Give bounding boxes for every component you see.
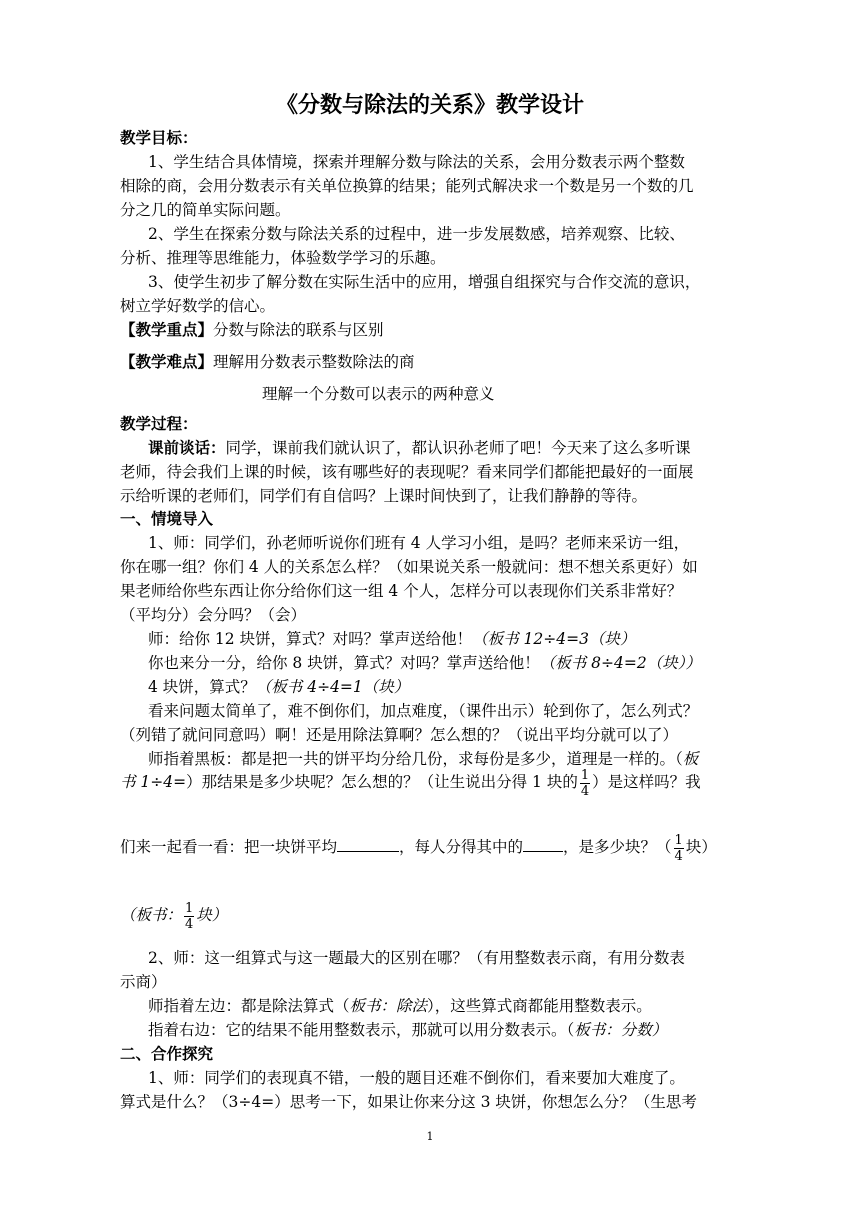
s2-line-c-tail: ），这些算式商都能用整数表示。 [427,997,652,1015]
goal-1-line-1: 1、学生结合具体情境，探索并理解分数与除法的关系，会用分数表示两个整数 [148,153,685,171]
s1-line-m [120,893,760,937]
goal-1-line-2: 相除的商，会用分数表示有关单位换算的结果；能列式解决求一个数是另一个数的几 [120,177,694,195]
board-note-frac-unit: 块） [196,906,228,924]
goal-3-line-2: 树立学好数学的信心。 [120,297,276,315]
difficult-point-label: 【教学难点】 [120,353,214,371]
s1-line-j-text: 师指着黑板：都是把一共的饼平均分给几份，求每份是多少，道理是一样的。（ [148,750,683,768]
s1-line-k-tail: ）是这样吗？我 [592,773,701,791]
s1-line-k [120,760,760,804]
goals-heading: 教学目标： [120,129,198,147]
goal-2-line-2: 分析、推理等思维能力，体验数学学习的乐趣。 [120,249,446,267]
board-note-12: （板书 12÷4=3（块） [472,630,636,648]
s1-line-f-text: 你也来分一分，给你 8 块饼，算式？对吗？掌声送给他！ [148,654,540,672]
pre-talk-label: 课前谈话： [148,439,226,457]
difficult-point [120,350,760,374]
page-number: 1 [426,1130,434,1143]
s1-line-f [148,651,760,675]
blank-1 [337,837,399,852]
fraction-one-quarter-2: $\frac{1}{4}$ [674,832,683,864]
s3-line-b: 算式是什么？（3÷4=）思考一下，如果让你来分这 3 块饼，你想怎么分？（生思考 [120,1093,697,1111]
key-point-text: 分数与除法的联系与区别 [213,321,384,339]
s2-line-b: 示商） [120,973,167,991]
s1-line-e-text: 师：给你 12 块饼，算式？对吗？掌声送给他！ [148,630,473,648]
pre-talk-line-1 [148,436,760,460]
fraction-one-quarter-3: $\frac{1}{4}$ [185,900,194,932]
board-note-frac: （板书： [120,906,183,924]
s2-line-d-text: 指着右边：它的结果不能用整数表示，那就可以用分数表示。（ [148,1021,575,1039]
s1-line-e [148,627,760,651]
s1-line-l-text-4: 块） [685,838,717,856]
s1-line-l-text: 们来一起看一看：把一块饼平均 [120,838,338,856]
blank-2 [523,837,563,852]
board-note-start: 板 [682,750,699,768]
s2-line-d [148,1018,760,1042]
board-note-fraction: 板书：分数） [574,1021,668,1039]
s1-line-d: （平均分）会分吗？（会） [120,606,307,624]
section-2-heading: 二、合作探究 [120,1045,214,1063]
board-note-1div4: 书 1÷4= [120,773,187,791]
pre-talk-text: 同学，课前我们就认识了，都认识孙老师了吧！今天来了这么多听课 [225,439,691,457]
s1-line-l-text-3: ，是多少块？（ [563,838,672,856]
s2-line-a: 2、师：这一组算式与这一题最大的区别在哪？（有用整数表示商，有用分数表 [148,949,685,967]
s2-line-c-text: 师指着左边：都是除法算式（ [148,997,350,1015]
pre-talk-line-2: 老师，待会我们上课的时候，该有哪些好的表现呢？看来同学们都能把最好的一面展 [120,463,694,481]
difficult-point-text-2: 理解一个分数可以表示的两种意义 [262,385,495,403]
s1-line-a: 1、师：同学们，孙老师听说你们班有 4 人学习小组，是吗？老师来采访一组， [148,534,690,552]
s1-line-c: 果老师给你些东西让你分给你们这一组 4 个人，怎样分可以表现你们关系非常好？ [120,582,683,600]
s1-line-h: 看来问题太简单了，难不倒你们，加点难度，（课件出示）轮到你了，怎么列式？ [148,702,699,720]
s1-line-g-text: 4 块饼，算式？ [148,678,256,696]
goal-1-line-3: 分之几的简单实际问题。 [120,201,291,219]
s1-line-b: 你在哪一组？你们 4 人的关系怎么样？（如果说关系一般就问：想不想关系更好）如 [120,558,698,576]
goal-2-line-1: 2、学生在探索分数与除法关系的过程中，进一步发展数感，培养观察、比较、 [148,225,685,243]
fraction-one-quarter: $\frac{1}{4}$ [580,767,590,799]
s1-line-l [120,825,760,869]
s1-line-g [148,675,760,699]
s1-line-i: （列错了就问同意吗）啊！还是用除法算啊？怎么想的？（说出平均分就可以了） [120,726,679,744]
process-heading: 教学过程： [120,415,198,433]
board-note-division: 板书：除法 [349,997,428,1015]
key-point-label: 【教学重点】 [120,321,214,339]
pre-talk-line-3: 示给听课的老师们，同学们有自信吗？上课时间快到了，让我们静静的等待。 [120,487,648,505]
s2-line-c [148,994,760,1018]
s1-line-k-text: ）那结果是多少块呢？怎么想的？（让生说出分得 1 块的 [186,773,578,791]
s3-line-a: 1、师：同学们的表现真不错，一般的题目还难不倒你们，看来要加大难度了。 [148,1069,685,1087]
section-1-heading: 一、情境导入 [120,510,214,528]
document-title: 《分数与除法的关系》教学设计 [275,93,584,118]
difficult-point-text: 理解用分数表示整数除法的商 [213,353,415,371]
s1-line-l-text-2: ，每人分得其中的 [399,838,524,856]
key-point [120,318,760,342]
board-note-4: （板书 4÷4=1（块） [255,678,410,696]
goal-3-line-1: 3、使学生初步了解分数在实际生活中的应用，增强自组探究与合作交流的意识， [148,273,701,291]
board-note-8: （板书 8÷4=2（块）） [539,654,701,672]
